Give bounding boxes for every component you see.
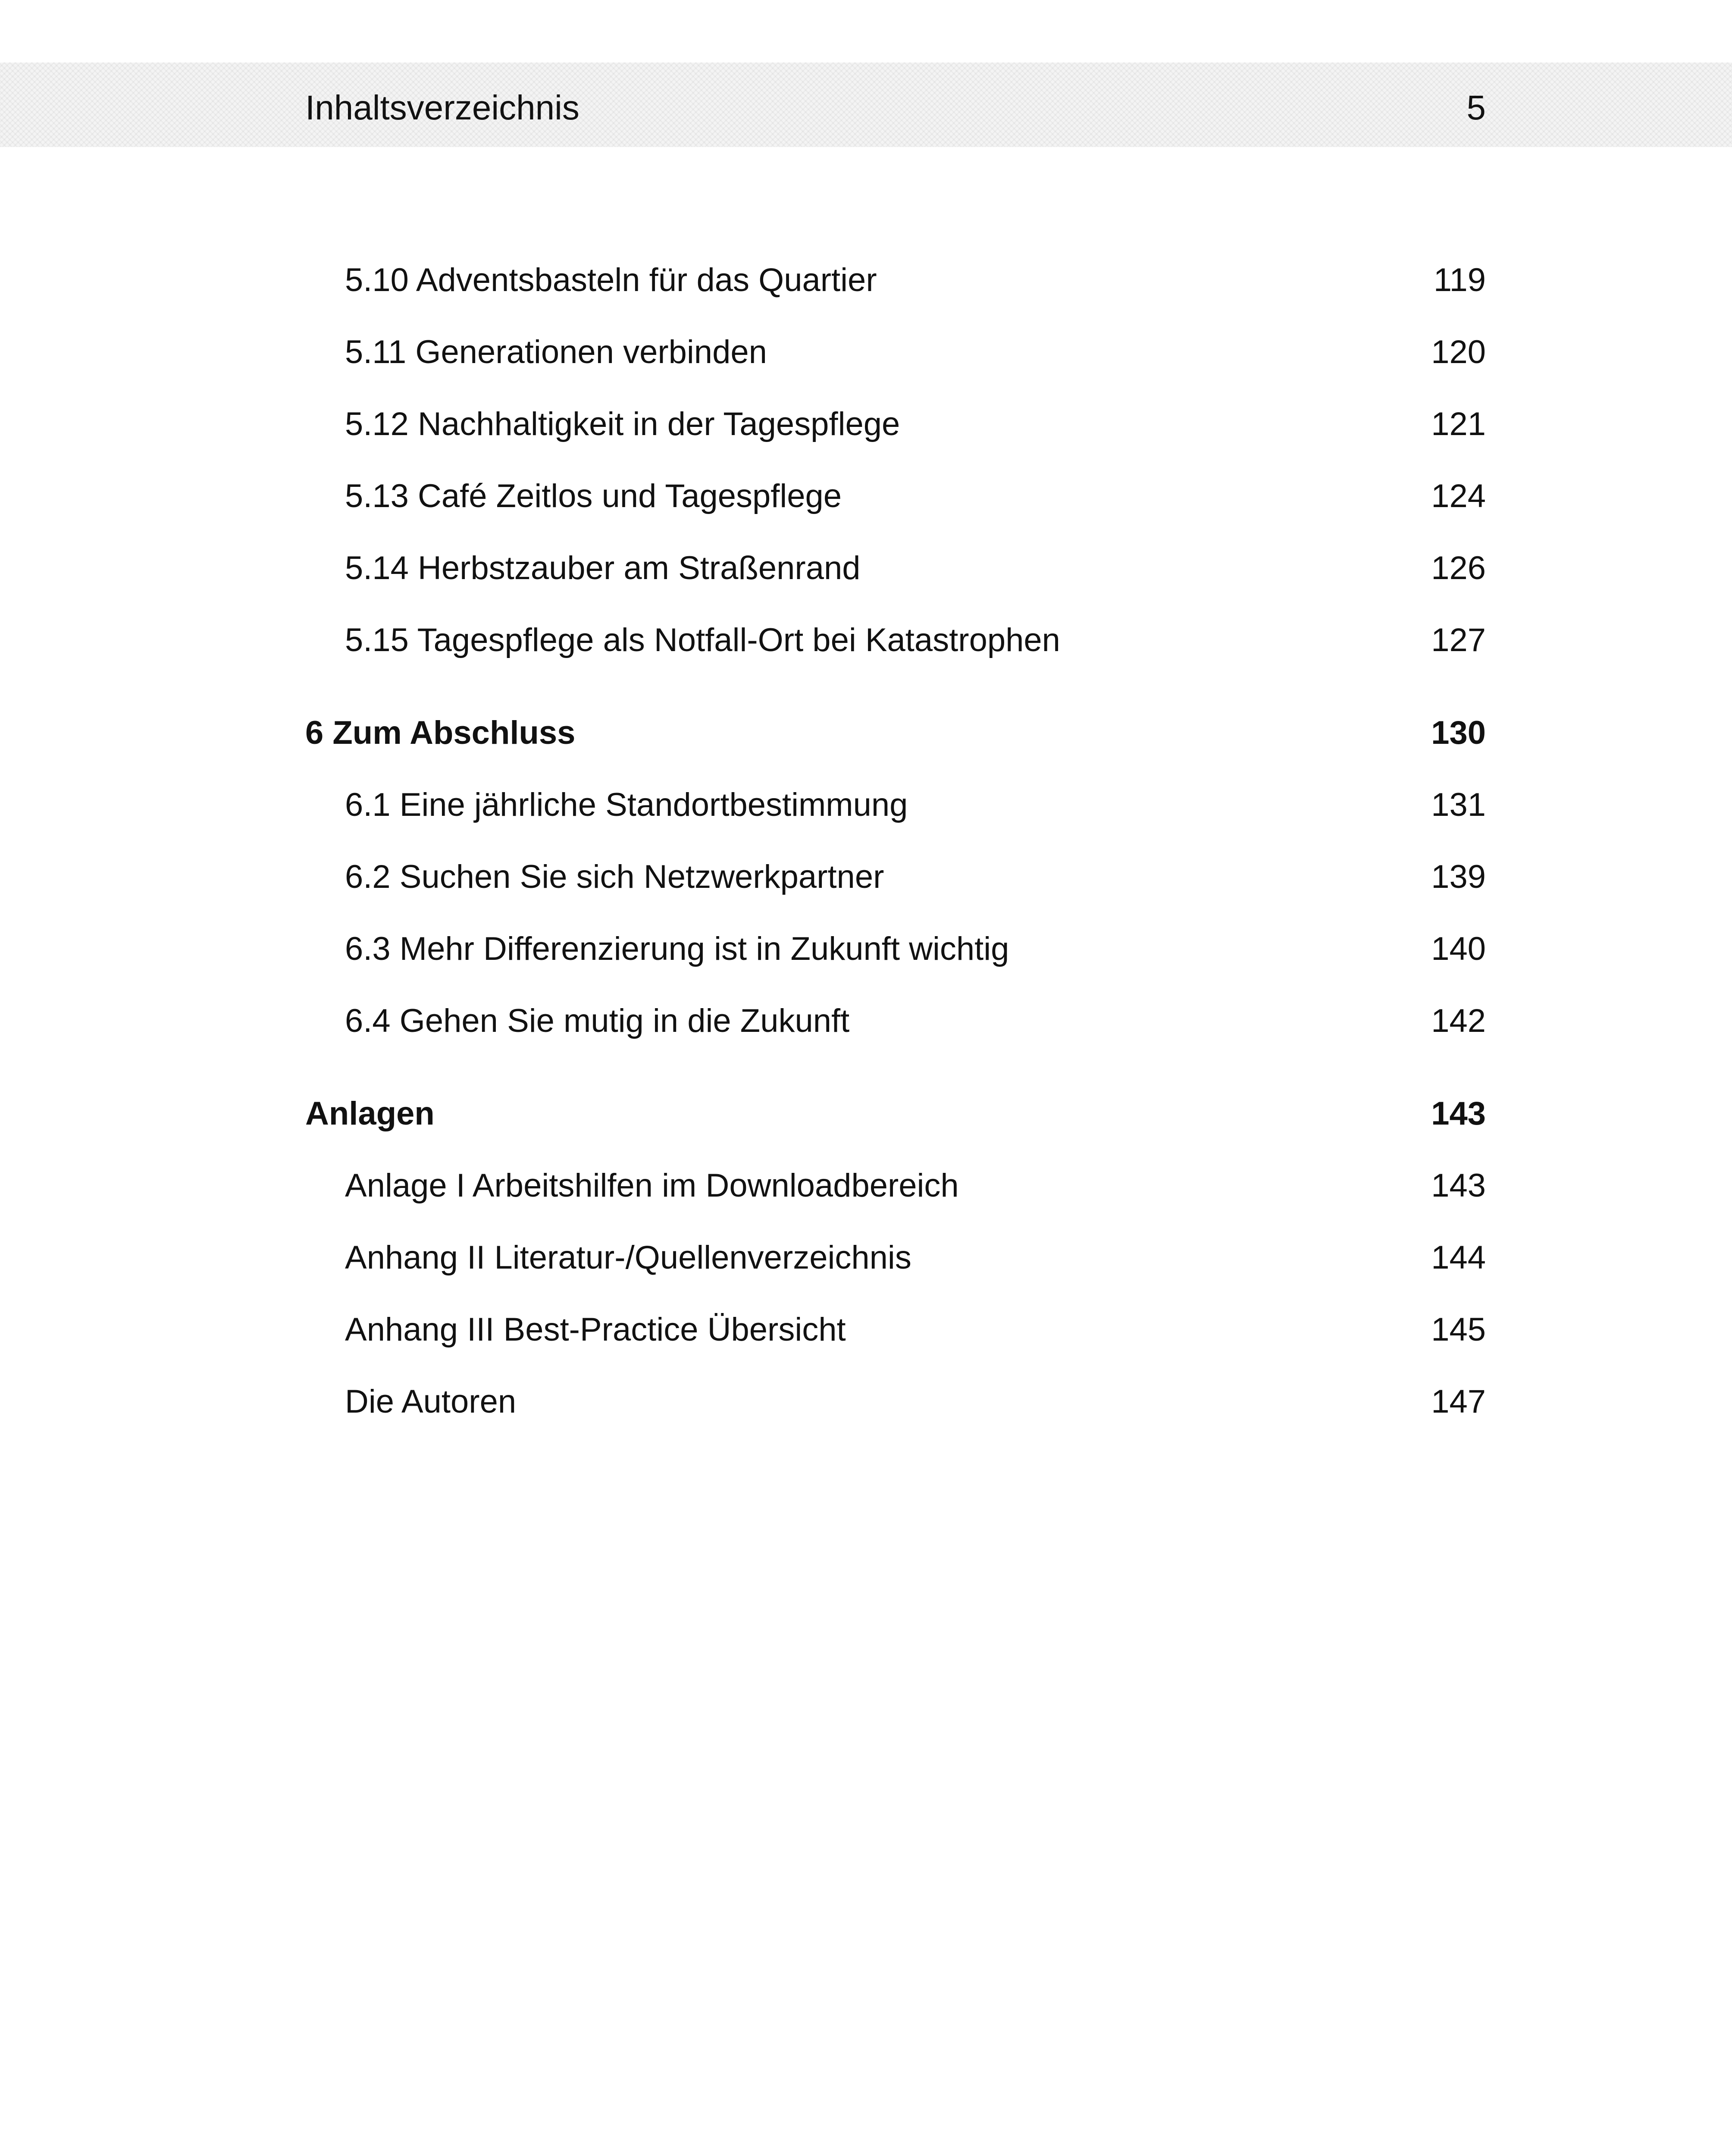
toc-entry-page: 127 [1431,622,1486,658]
toc-entry-title: 6.3 Mehr Differenzierung ist in Zukunft wichtig [345,931,1009,967]
toc-entry-title: Anhang III Best-Practice Übersicht [345,1311,846,1348]
toc-entry-page: 139 [1431,859,1486,895]
toc-entry-title: 5.14 Herbstzauber am Straßenrand [345,550,861,586]
toc-entry-5-11[interactable] [305,326,1486,398]
toc-entry-page: 131 [1431,787,1486,823]
toc-entry-page: 145 [1431,1311,1486,1348]
toc-entry-anhang-3[interactable] [305,1304,1486,1376]
toc-entry-title: 5.13 Café Zeitlos und Tagespflege [345,478,842,514]
toc-entry-5-15[interactable] [305,614,1486,686]
toc-entry-page: 120 [1431,334,1486,370]
toc-entry-page: 147 [1431,1383,1486,1420]
toc-chapter-title: Anlagen [305,1095,435,1132]
toc-entry-anlage-1[interactable] [305,1160,1486,1232]
toc-entry-5-14[interactable] [305,542,1486,614]
toc-entry-5-10[interactable] [305,254,1486,326]
toc-entry-title: 5.12 Nachhaltigkeit in der Tagespflege [345,406,900,442]
toc-entry-title: 6.2 Suchen Sie sich Netzwerkpartner [345,859,884,895]
toc-entry-anhang-2[interactable] [305,1232,1486,1304]
toc-entry-page: 140 [1431,931,1486,967]
toc-entry-page: 119 [1433,262,1486,298]
toc-chapter-title: 6 Zum Abschluss [305,714,576,751]
toc-entry-6-4[interactable] [305,995,1486,1067]
toc-entry-6-2[interactable] [305,851,1486,923]
toc-entry-page: 142 [1431,1003,1486,1039]
toc-entry-page: 126 [1431,550,1486,586]
toc-entry-5-12[interactable] [305,398,1486,470]
toc-entry-title: 5.11 Generationen verbinden [345,334,767,370]
table-of-contents [305,254,1486,1448]
running-header-title: Inhaltsverzeichnis [305,88,579,127]
toc-entry-page: 144 [1431,1239,1486,1276]
toc-chapter-page: 143 [1431,1095,1486,1132]
toc-entry-6-1[interactable] [305,779,1486,851]
toc-entry-autoren[interactable] [305,1376,1486,1448]
running-header-page-number: 5 [1466,88,1486,127]
toc-entry-title: 6.1 Eine jährliche Standortbestimmung [345,787,908,823]
toc-chapter-anlagen[interactable] [305,1088,1486,1160]
toc-entry-title: 5.10 Adventsbasteln für das Quartier [345,262,877,298]
toc-entry-title: Anlage I Arbeitshilfen im Downloadbereich [345,1167,959,1204]
toc-entry-title: Anhang II Literatur-/Quellenverzeichnis [345,1239,911,1276]
toc-chapter-page: 130 [1431,714,1486,751]
toc-entry-page: 124 [1431,478,1486,514]
toc-entry-title: 6.4 Gehen Sie mutig in die Zukunft [345,1003,850,1039]
toc-entry-page: 121 [1431,406,1486,442]
toc-entry-title: Die Autoren [345,1383,517,1420]
toc-entry-5-13[interactable] [305,470,1486,542]
toc-entry-page: 143 [1431,1167,1486,1204]
toc-entry-title: 5.15 Tagespflege als Notfall-Ort bei Katastrophen [345,622,1060,658]
toc-entry-6-3[interactable] [305,923,1486,995]
toc-chapter-6[interactable] [305,707,1486,779]
